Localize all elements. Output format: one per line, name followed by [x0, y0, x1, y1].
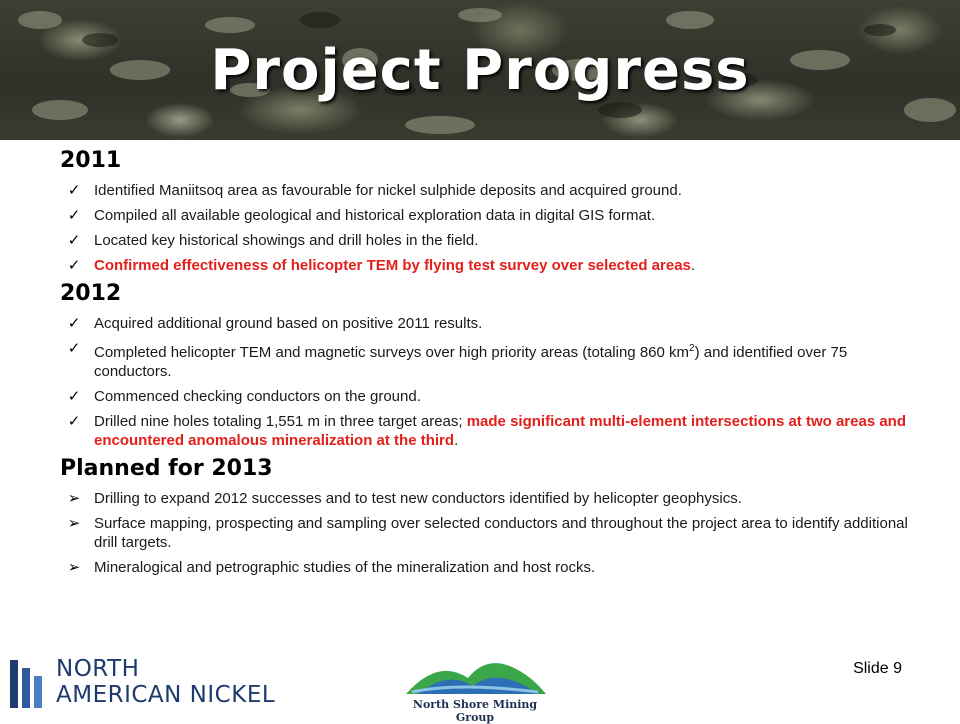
north-shore-mining-group-logo: [398, 648, 552, 724]
bullet-list: [60, 314, 920, 450]
section: [60, 281, 920, 450]
checkmark-icon: ✓: [67, 207, 81, 224]
slide-number: Slide 9: [853, 660, 902, 677]
item-text: .: [690, 257, 696, 274]
nickel-logo-icon: [8, 654, 52, 712]
mountain-logo-icon: [398, 648, 552, 700]
checkmark-icon: ✓: [67, 182, 81, 199]
bullet-item: [60, 231, 920, 250]
arrow-bullet-icon: ➢: [67, 559, 81, 576]
checkmark-icon: ✓: [67, 388, 81, 405]
item-text: Drilled nine holes totaling 1,551 m in three target areas;: [94, 413, 467, 430]
highlight-text: made significant multi-element intersections at two areas and encountered anomalous mineralization at the third: [94, 413, 906, 449]
item-text: .: [454, 432, 459, 449]
slide-title: Project Progress: [210, 38, 750, 103]
bullet-item: [60, 206, 920, 225]
slide-content: [60, 148, 920, 583]
item-text: Located key historical showings and drill holes in the field.: [94, 232, 479, 249]
bullet-item: [60, 489, 920, 508]
checkmark-icon: ✓: [67, 232, 81, 249]
section-heading: 2012: [60, 281, 122, 306]
highlight-text: Confirmed effectiveness of helicopter TEM by flying test survey over selected areas: [94, 257, 691, 274]
checkmark-icon: ✓: [67, 340, 81, 357]
section-heading: 2011: [60, 148, 122, 173]
north-american-nickel-logo: [8, 652, 276, 712]
logo-line-north: NORTH: [56, 656, 140, 682]
item-text: Identified Maniitsoq area as favourable for nickel sulphide deposits and acquired ground.: [94, 182, 682, 199]
item-text: Drilling to expand 2012 successes and to test new conductors identified by helicopter geophysics.: [94, 490, 742, 507]
item-text: Mineralogical and petrographic studies of the mineralization and host rocks.: [94, 559, 596, 576]
logo-line-american-nickel: AMERICAN NICKEL: [56, 682, 276, 708]
item-text: Completed helicopter TEM and magnetic surveys over high priority areas (totaling 860 km: [94, 344, 690, 361]
section-heading: Planned for 2013: [60, 456, 273, 481]
item-text: ) and identified over 75 conductors.: [94, 344, 848, 380]
bullet-item: [60, 558, 920, 577]
arrow-bullet-icon: ➢: [67, 515, 81, 532]
bullet-item: [60, 412, 920, 450]
checkmark-icon: ✓: [67, 315, 81, 332]
item-text: Commenced checking conductors on the ground.: [94, 388, 421, 405]
item-text: Acquired additional ground based on positive 2011 results.: [94, 315, 483, 332]
checkmark-icon: ✓: [67, 257, 81, 274]
bullet-item: [60, 339, 920, 381]
item-text: Surface mapping, prospecting and sampling over selected conductors and throughout the project area to identify additional drill targets.: [94, 515, 908, 551]
item-text: Compiled all available geological and historical exploration data in digital GIS format.: [94, 207, 656, 224]
title-banner: [0, 0, 960, 140]
bullet-item: [60, 256, 920, 275]
arrow-bullet-icon: ➢: [67, 490, 81, 507]
bullet-item: [60, 514, 920, 552]
checkmark-icon: ✓: [67, 413, 81, 430]
section: [60, 148, 920, 275]
bullet-item: [60, 314, 920, 333]
logo-text: North Shore Mining Group: [412, 698, 538, 724]
bullet-list: [60, 181, 920, 275]
item-text: 2: [689, 343, 695, 354]
bullet-list: [60, 489, 920, 577]
section: [60, 456, 920, 577]
bullet-item: [60, 181, 920, 200]
bullet-item: [60, 387, 920, 406]
